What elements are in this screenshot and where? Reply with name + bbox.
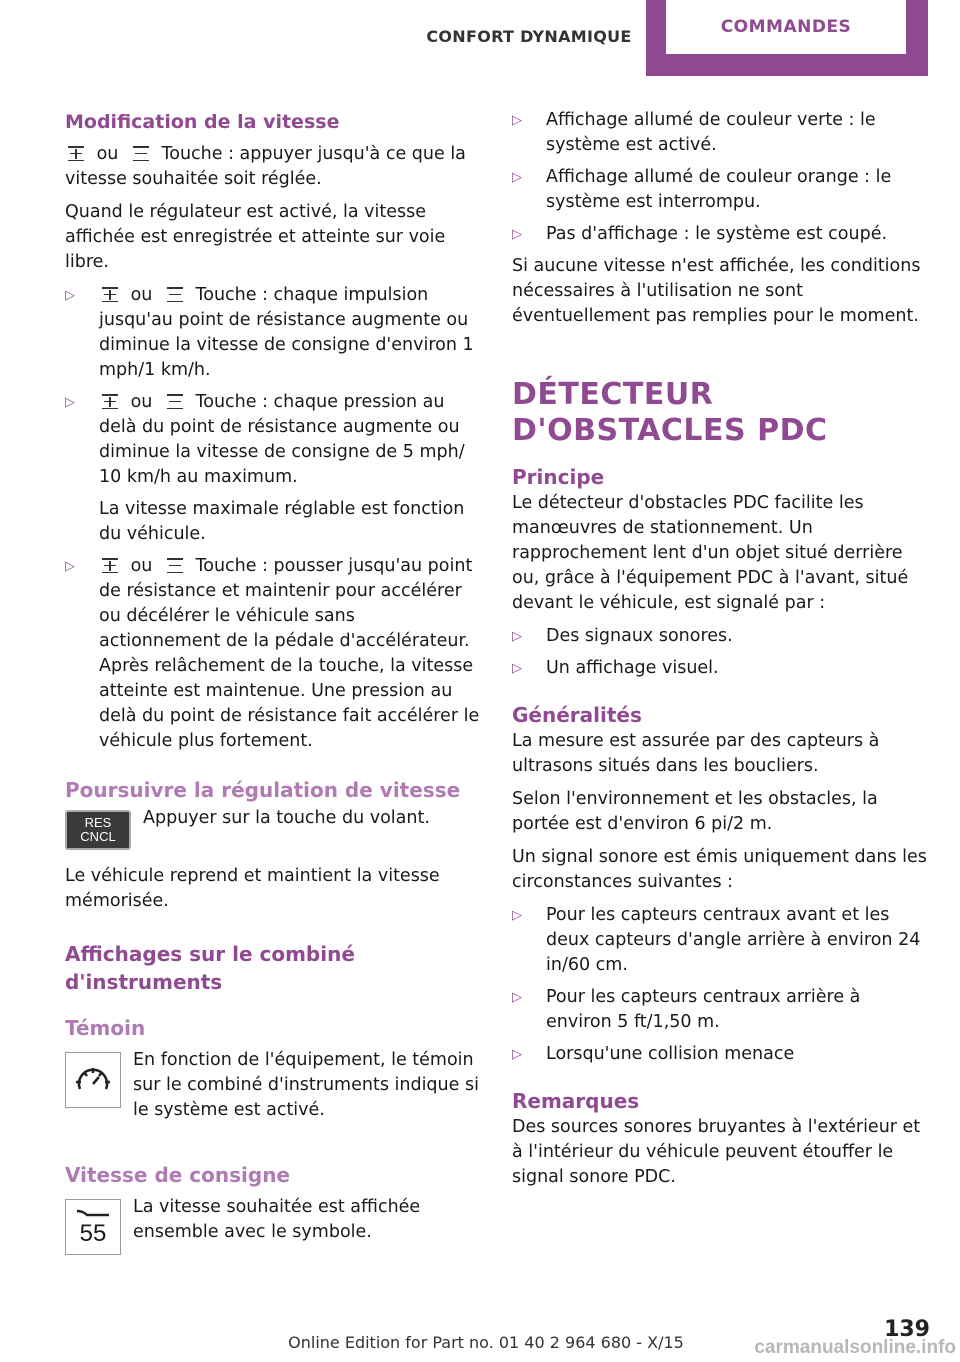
left-column: [65, 108, 480, 1255]
list-item-text: Touche : chaque pression au delà du point de résistance augmente ou diminue la vitesse de consigne de 5 mph/ 10 km/h au maximum.: [99, 392, 465, 487]
list-item-text: Pour les capteurs centraux avant et les deux capteurs d'angle arrière à environ 24 in/60 cm.: [546, 905, 921, 975]
heading-modification: Modification de la vitesse: [65, 111, 340, 133]
triangle-bullet-icon: ▷: [512, 1047, 522, 1062]
res-cncl-row: [65, 810, 480, 850]
or-text: ou: [130, 556, 153, 576]
heading-principe: Principe: [512, 465, 605, 489]
res-cncl-button-icon: [65, 810, 131, 850]
paragraph-remarques: Des sources sonores bruyantes à l'extérieur et à l'intérieur du véhicule peuvent étouffer le signal sonore PDC.: [512, 1117, 921, 1187]
plus-key-icon: [101, 394, 119, 409]
plus-key-icon: [101, 558, 119, 573]
list-item-text: Touche : pousser jusqu'au point de résistance et maintenir pour accélérer ou décélérer le véhicule sans actionnement de la pédale d'accélérateur. Après relâchement de la touche, la vitesse atteinte est maintenue. Une pression au delà du point de résistance fait accélérer le véhicule plus fortement.: [99, 556, 480, 751]
paragraph-gen-1: La mesure est assurée par des capteurs à ultrasons situés dans les boucliers.: [512, 731, 880, 776]
minus-key-icon: [166, 394, 184, 409]
list-item: [65, 554, 480, 754]
bullet-list-principe: [512, 624, 928, 681]
triangle-bullet-icon: ▷: [65, 395, 75, 410]
paragraph-reprend: Le véhicule reprend et maintient la vitesse mémorisée.: [65, 866, 440, 911]
list-item: [65, 390, 480, 547]
minus-key-icon: [132, 146, 150, 161]
list-item-text: Affichage allumé de couleur orange : le système est interrompu.: [546, 167, 892, 212]
bullet-list-generalites: [512, 903, 928, 1067]
temoin-row: [65, 1048, 480, 1131]
section-title-pdc: DÉTECTEUR D'OBSTACLES PDC: [512, 377, 828, 448]
set-speed-value: 55: [79, 1220, 107, 1247]
paragraph-principe: Le détecteur d'obstacles PDC facilite les manœuvres de stationnement. Un rapprochement lent d'un objet situé derrière ou, grâce à l'équipement PDC à l'avant, situé devant le véhicule, est signalé par :: [512, 493, 909, 613]
triangle-bullet-icon: ▷: [512, 661, 522, 676]
list-item-text: Des signaux sonores.: [546, 626, 733, 646]
list-item-text: Lorsqu'une collision menace: [546, 1044, 795, 1064]
paragraph-touche: [65, 142, 480, 192]
list-item: [512, 903, 928, 978]
list-item: [512, 222, 928, 247]
minus-key-icon: [166, 558, 184, 573]
list-item-text: Pas d'affichage : le système est coupé.: [546, 224, 888, 244]
heading-vitesse-consigne: Vitesse de consigne: [65, 1163, 290, 1187]
list-item: [512, 656, 928, 681]
cncl-label: CNCL: [80, 829, 116, 844]
paragraph-gen-2: Selon l'environnement et les obstacles, la portée est d'environ 6 pi/2 m.: [512, 789, 878, 834]
list-item-text: Affichage allumé de couleur verte : le système est activé.: [546, 110, 876, 155]
touche-text: Touche : appuyer jusqu'à ce que la vitesse souhaitée soit réglée.: [65, 144, 466, 189]
paragraph-appuyer: Appuyer sur la touche du volant.: [143, 808, 430, 828]
paragraph-vitesse: La vitesse souhaitée est affichée ensemble avec le symbole.: [133, 1197, 421, 1242]
list-item: [512, 624, 928, 649]
triangle-bullet-icon: ▷: [512, 227, 522, 242]
bullet-list-display-states: [512, 108, 928, 247]
heading-affichages: Affichages sur le combiné d'instruments: [65, 942, 355, 994]
list-item-text: Touche : chaque impulsion jusqu'au point de résistance augmente ou diminue la vitesse de consigne d'environ 1 mph/1 km/h.: [99, 285, 474, 380]
page-number: 139: [884, 1317, 930, 1342]
paragraph-gen-3: Un signal sonore est émis uniquement dans les circonstances suivantes :: [512, 847, 927, 892]
heading-generalites: Généralités: [512, 703, 642, 727]
chapter-label: COMMANDES: [666, 0, 906, 54]
watermark-text: carmanualsonline.info: [754, 1337, 956, 1358]
minus-key-icon: [166, 287, 184, 302]
section-label: CONFORT DYNAMIQUE: [426, 26, 632, 46]
heading-temoin: Témoin: [65, 1016, 146, 1040]
list-item: [65, 283, 480, 383]
paragraph-regulateur: Quand le régulateur est activé, la vitesse affichée est enregistrée et atteinte sur voie libre.: [65, 202, 446, 272]
vitesse-row: [65, 1195, 480, 1255]
list-item: [512, 1042, 928, 1067]
heading-poursuivre: Poursuivre la régulation de vitesse: [65, 778, 461, 802]
res-label: RES: [84, 815, 112, 830]
or-text: ou: [130, 285, 153, 305]
triangle-bullet-icon: ▷: [512, 990, 522, 1005]
set-speed-icon: [65, 1199, 121, 1255]
paragraph-temoin: En fonction de l'équipement, le témoin sur le combiné d'instruments indique si le système est activé.: [133, 1050, 479, 1120]
triangle-bullet-icon: ▷: [512, 629, 522, 644]
triangle-bullet-icon: ▷: [512, 908, 522, 923]
list-item-text: Pour les capteurs centraux arrière à environ 5 ft/1,50 m.: [546, 987, 861, 1032]
or-text: ou: [96, 144, 119, 164]
bullet-list-keys: [65, 283, 480, 754]
right-column: [512, 108, 928, 1198]
footer-edition: Online Edition for Part no. 01 40 2 964 680 - X/15: [288, 1333, 684, 1352]
triangle-bullet-icon: ▷: [65, 559, 75, 574]
list-item-text: Un affichage visuel.: [546, 658, 719, 678]
heading-remarques: Remarques: [512, 1089, 640, 1113]
set-speed-marker-icon: [73, 1207, 113, 1221]
paragraph-aucune-vitesse: Si aucune vitesse n'est affichée, les conditions nécessaires à l'utilisation ne sont éventuellement pas remplies pour le moment.: [512, 256, 921, 326]
plus-key-icon: [101, 287, 119, 302]
or-text: ou: [130, 392, 153, 412]
cruise-control-indicator-icon: [65, 1052, 121, 1108]
plus-key-icon: [67, 146, 85, 161]
list-item: [512, 108, 928, 158]
chapter-tab: [646, 0, 928, 76]
list-item-subtext: La vitesse maximale réglable est fonction du véhicule.: [99, 499, 465, 544]
triangle-bullet-icon: ▷: [512, 113, 522, 128]
list-item: [512, 985, 928, 1035]
triangle-bullet-icon: ▷: [512, 170, 522, 185]
triangle-bullet-icon: ▷: [65, 288, 75, 303]
list-item: [512, 165, 928, 215]
